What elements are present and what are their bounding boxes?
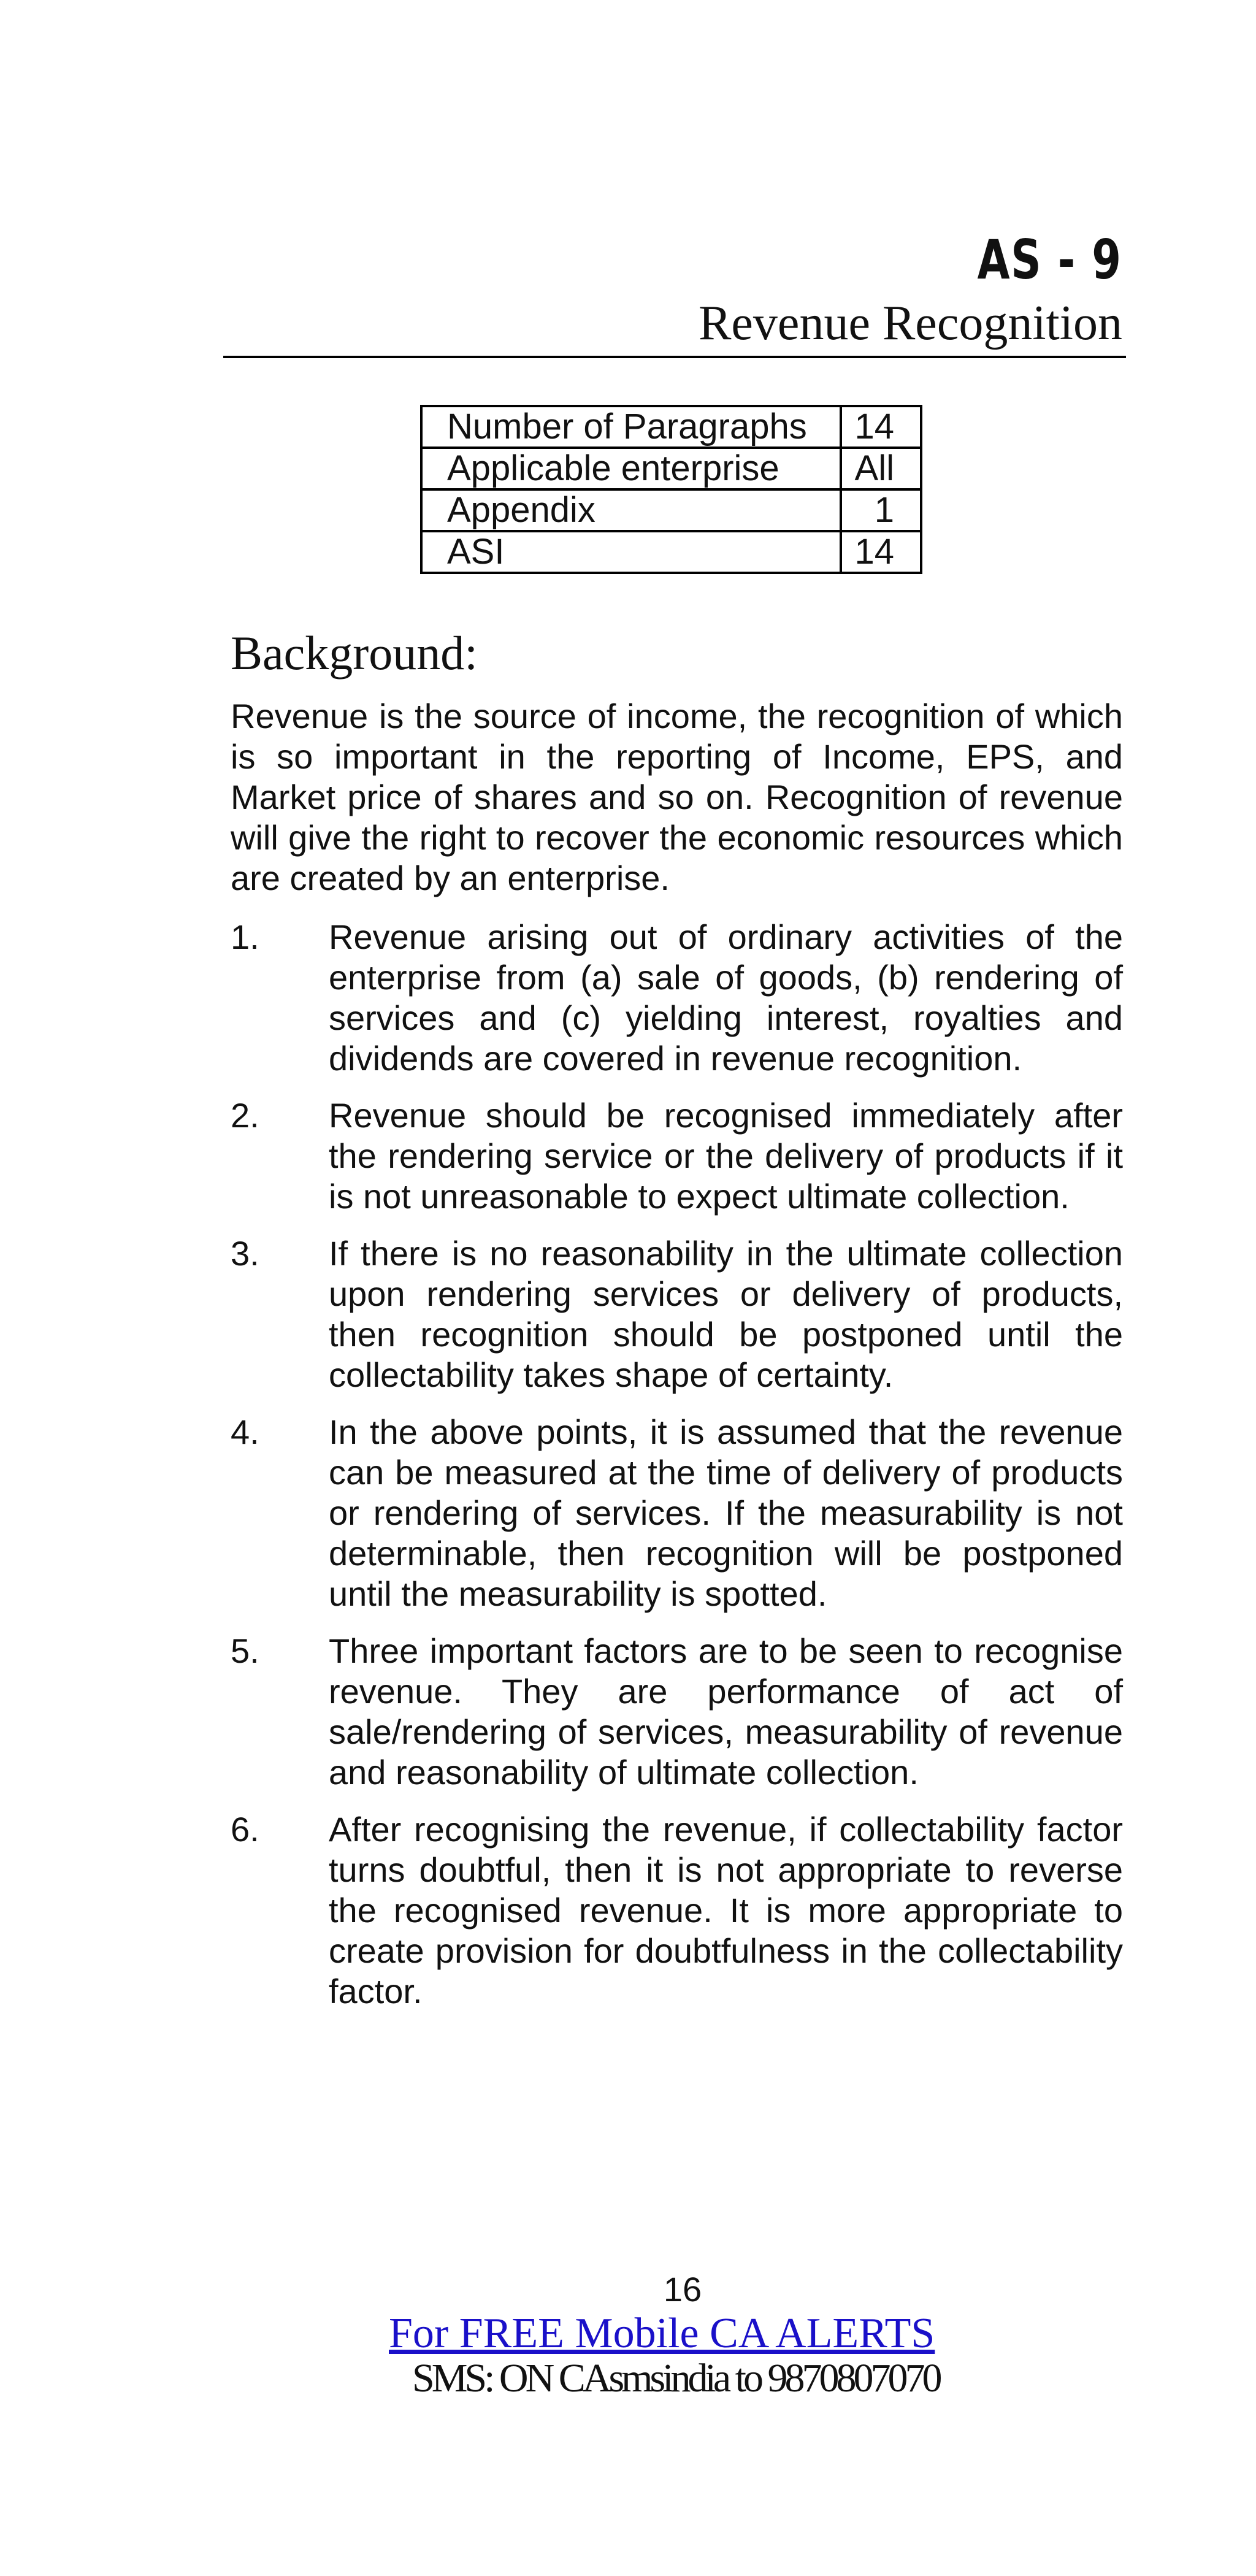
list-item [231,1233,1123,1395]
sms-promo-text: SMS: ON CAsmsindia to 9870807070 [412,2356,940,2401]
point-text: In the above points, it is assumed that the revenue can be measured at the time of delivery of products or rendering of services. If the measurability is not determinable, then recognition will be postponed until the measurability is spotted. [329,1413,1123,1613]
page-number: 16 [663,2270,702,2309]
standard-title: Revenue Recognition [699,296,1122,350]
table-row [421,448,921,489]
info-label: Number of Paragraphs [421,406,841,448]
info-label: Applicable enterprise [421,448,841,489]
info-value: All [841,448,921,489]
info-value: 14 [841,531,921,573]
info-value: 14 [841,406,921,448]
list-item [231,1095,1123,1217]
point-number: 1. [231,918,259,956]
background-intro: Revenue is the source of income, the recognition of which is so important in the reporting of Income, EPS, and Market price of shares and so on. Recognition of revenue will give the right to recover the economic resources which are created by an enterprise. [231,697,1123,897]
list-item [231,1412,1123,1614]
point-number: 3. [231,1234,259,1273]
point-number: 6. [231,1810,259,1849]
list-item [231,917,1123,1079]
point-number: 5. [231,1631,259,1670]
points-list [231,917,1123,2028]
background-heading: Background: [231,626,478,680]
list-item [231,1631,1123,1793]
point-text: If there is no reasonability in the ultimate collection upon rendering services or delivery of products, then recognition should be postponed until the collectability takes shape of certainty. [329,1234,1123,1394]
table-row [421,531,921,573]
info-table [420,405,922,574]
list-item [231,1809,1123,2012]
table-row [421,489,921,531]
point-number: 2. [231,1096,259,1135]
info-value: 1 [841,489,921,531]
info-label: ASI [421,531,841,573]
header-rule [223,356,1126,358]
info-label: Appendix [421,489,841,531]
promo-link[interactable]: For FREE Mobile CA ALERTS [389,2310,935,2357]
point-text: Three important factors are to be seen to recognise revenue. They are performance of act of sale/rendering of services, measurability of revenue and reasonability of ultimate collection. [329,1631,1123,1792]
point-text: Revenue arising out of ordinary activities of the enterprise from (a) sale of goods, (b) rendering of services and (c) yielding interest, royalties and dividends are covered in revenue recognition. [329,918,1123,1078]
standard-code: AS - 9 [978,228,1122,291]
point-text: Revenue should be recognised immediately after the rendering service or the delivery of products if it is not unreasonable to expect ultimate collection. [329,1096,1123,1216]
point-number: 4. [231,1413,259,1451]
table-row [421,406,921,448]
point-text: After recognising the revenue, if collectability factor turns doubtful, then it is not appropriate to reverse the recognised revenue. It is more appropriate to create provision for doubtfulness in the collectability factor. [329,1810,1123,2011]
